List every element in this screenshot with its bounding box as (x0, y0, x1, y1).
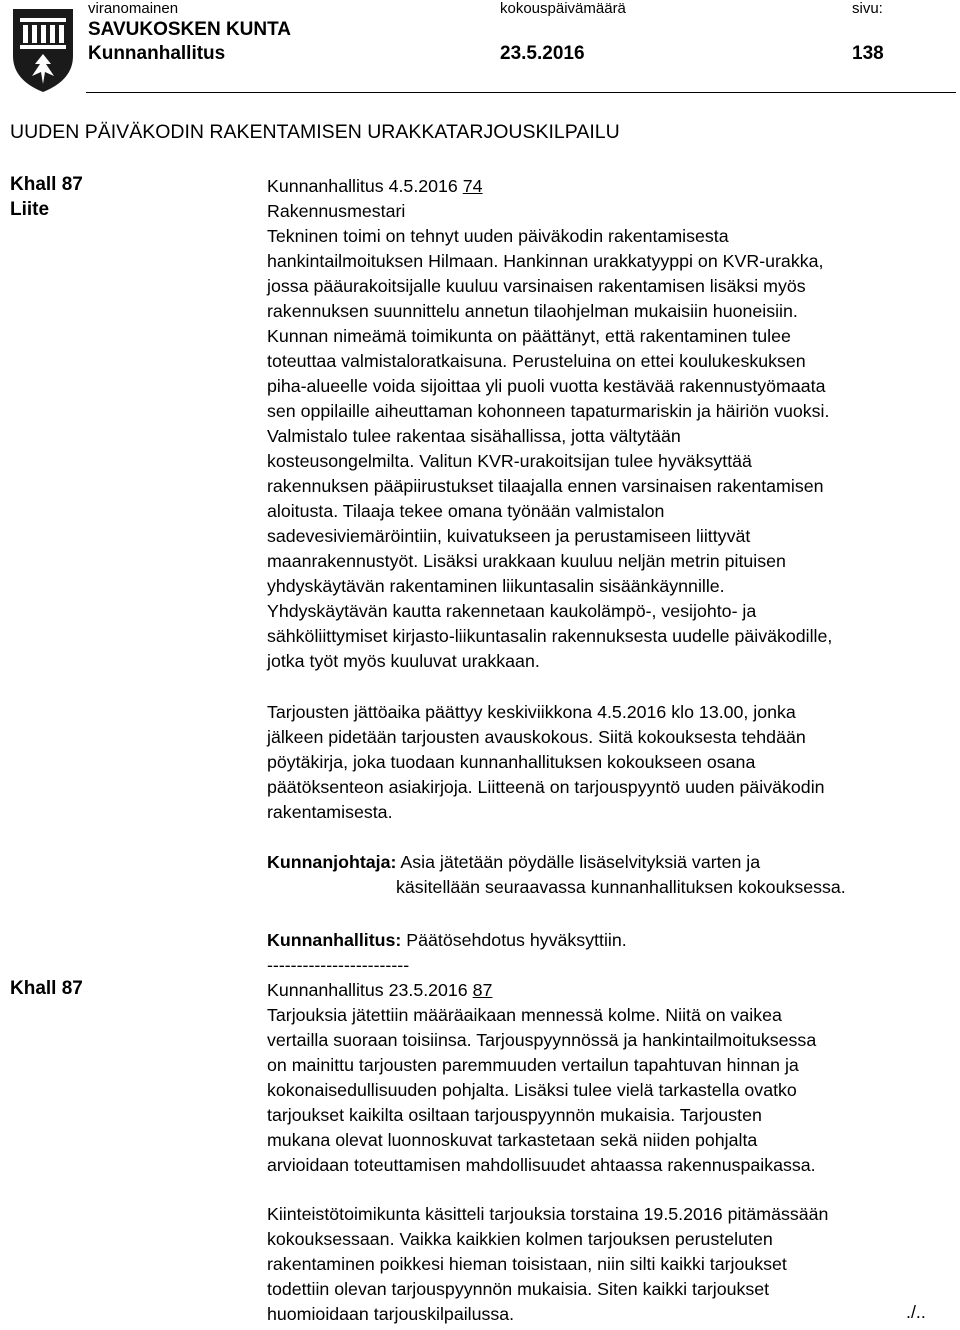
proposal-text: Asia jätetään pöydälle lisäselvityksiä varten ja (396, 852, 761, 872)
decision-text: Päätösehdotus hyväksyttiin. (401, 930, 627, 950)
separator-line: ------------------------ (267, 955, 410, 975)
section1-paragraph-1 (267, 224, 832, 674)
header-divider (86, 92, 956, 93)
text-line: pöytäkirja, joka tuodaan kunnanhallituksen kokoukseen osana (267, 752, 756, 772)
header-page-number: 138 (852, 43, 884, 64)
text-line: yhdyskäytävän rakentaminen liikuntasalin sisäänkäynnille. (267, 576, 725, 596)
text-line: aloitusta. Tilaaja tekee omana työnään valmistalon (267, 501, 665, 521)
text-line: piha-alueelle voida sijoittaa yli puoli vuotta kestävää rakennustyömaata (267, 376, 826, 396)
text-line: sen oppilaille aiheuttaman kohonneen tapaturmariskin ja häiriön vuoksi. (267, 401, 830, 421)
text-line: sähköliittymiset kirjasto-liikuntasalin rakennuksesta uudelle päiväkodille, (267, 626, 833, 646)
text-line: Kunnan nimeämä toimikunta on päättänyt, että rakentaminen tulee (267, 326, 791, 346)
section-code: Khall 87 (10, 174, 83, 195)
text-line: hankintailmoituksen Hilmaan. Hankinnan urakkatyyppi on KVR-urakka, (267, 251, 824, 271)
text-line: kokouksessaan. Vaikka kaikkien kolmen tarjouksen perusteluten (267, 1229, 773, 1249)
meeting-reference-text: Kunnanhallitus 4.5.2016 (267, 176, 463, 196)
text-line: Tarjousten jättöaika päättyy keskiviikkona 4.5.2016 klo 13.00, jonka (267, 702, 796, 722)
text-line: arvioidaan toteuttamisen mahdollisuudet ahtaassa rakennuspaikassa. (267, 1155, 816, 1175)
decision-line (267, 928, 627, 953)
attachment-label: Liite (10, 199, 50, 220)
meeting-reference-number: 87 (472, 980, 493, 1000)
section2-paragraph-2 (267, 1202, 828, 1327)
text-line: maanrakennustyöt. Lisäksi urakkaan kuuluu neljän metrin pituisen (267, 551, 786, 571)
text-line: Yhdyskäytävän kautta rakennetaan kaukolämpö-, vesijohto- ja (267, 601, 757, 621)
text-line: Kiinteistötoimikunta käsitteli tarjouksia torstaina 19.5.2016 pitämässään (267, 1204, 829, 1224)
text-line: tarjoukset kaikilta osiltaan tarjouspyynnön mukaisia. Tarjousten (267, 1105, 762, 1125)
text-line: jossa pääurakoitsijalle kuuluu varsinaisen rakentamisen lisäksi myös (267, 276, 806, 296)
header-date-label: kokouspäivämäärä (500, 0, 626, 17)
meeting-reference (267, 174, 832, 199)
text-line: päätöksenteon asiakirjoja. Liitteenä on tarjouspyyntö uuden päiväkodin (267, 777, 825, 797)
text-line: on mainittu tarjousten paremmuuden vertailun tapahtuvan hinnan ja (267, 1055, 799, 1075)
section2-body (267, 978, 816, 1178)
text-line: vertailla suoraan toisiinsa. Tarjouspyynnössä ja hankintailmoituksessa (267, 1030, 817, 1050)
text-line: toteuttaa valmistaloratkaisuna. Perusteluina on ettei koulukeskuksen (267, 351, 806, 371)
section1-paragraph-2 (267, 700, 825, 825)
text-line: Valmistalo tulee rakentaa sisähallissa, jotta vältytään (267, 426, 681, 446)
text-line: Tekninen toimi on tehnyt uuden päiväkodin rakentamisesta (267, 226, 729, 246)
continuation-mark: ./.. (906, 1302, 926, 1322)
text-line: kosteusongelmilta. Valitun KVR-urakoitsijan tulee hyväksyttää (267, 451, 752, 471)
header-body: Kunnanhallitus (88, 43, 226, 64)
header-organization: SAVUKOSKEN KUNTA (88, 19, 292, 40)
text-line: rakentamisesta. (267, 802, 393, 822)
header-date: 23.5.2016 (500, 43, 585, 64)
header-page-label: sivu: (852, 0, 883, 17)
proposal-line-2: käsitellään seuraavassa kunnanhallituksen kokouksessa. (396, 877, 846, 897)
meeting-reference-text: Kunnanhallitus 23.5.2016 (267, 980, 473, 1000)
municipal-crest-logo (10, 6, 76, 94)
text-line: sadevesiviemäröintiin, kuivatukseen ja perustamiseen liittyvät (267, 526, 751, 546)
text-line: huomioidaan tarjouskilpailussa. (267, 1304, 515, 1324)
meeting-reference-2 (267, 978, 816, 1003)
section-code-2: Khall 87 (10, 978, 83, 999)
document-title: UUDEN PÄIVÄKODIN RAKENTAMISEN URAKKATARJOUSKILPAILU (10, 121, 620, 143)
proposal (267, 850, 846, 900)
text-line: todettiin olevan tarjouspyynnön mukaisia. Siten kaikki tarjoukset (267, 1279, 770, 1299)
decision (267, 928, 627, 978)
meeting-reference-number: 74 (462, 176, 483, 196)
text-line: jotka työt myös kuuluvat urakkaan. (267, 651, 540, 671)
text-line: rakennuksen suunnittelu annetun tilaohjelman mukaisiin huoneisiin. (267, 301, 798, 321)
text-line: Tarjouksia jätettiin määräaikaan mennessä kolme. Niitä on vaikea (267, 1005, 782, 1025)
decision-label: Kunnanhallitus: (267, 930, 402, 950)
proposal-label: Kunnanjohtaja: (267, 852, 397, 872)
text-line: kokonaisedullisuuden pohjalta. Lisäksi tulee vielä tarkastella ovatko (267, 1080, 797, 1100)
text-line: jälkeen pidetään tarjousten avauskokous. Siitä kokouksesta tehdään (267, 727, 806, 747)
proposal-line-1 (267, 850, 846, 875)
preparer: Rakennusmestari (267, 201, 406, 221)
text-line: mukana olevat luonnoskuvat tarkastetaan sekä niiden pohjalta (267, 1130, 758, 1150)
header-official-label: viranomainen (88, 0, 179, 17)
text-line: rakentaminen poikkesi hieman toisistaan, niin silti kaikki tarjoukset (267, 1254, 787, 1274)
text-line: rakennuksen pääpiirustukset tilaajalla ennen varsinaisen rakentamisen (267, 476, 824, 496)
section1-body (267, 174, 832, 674)
